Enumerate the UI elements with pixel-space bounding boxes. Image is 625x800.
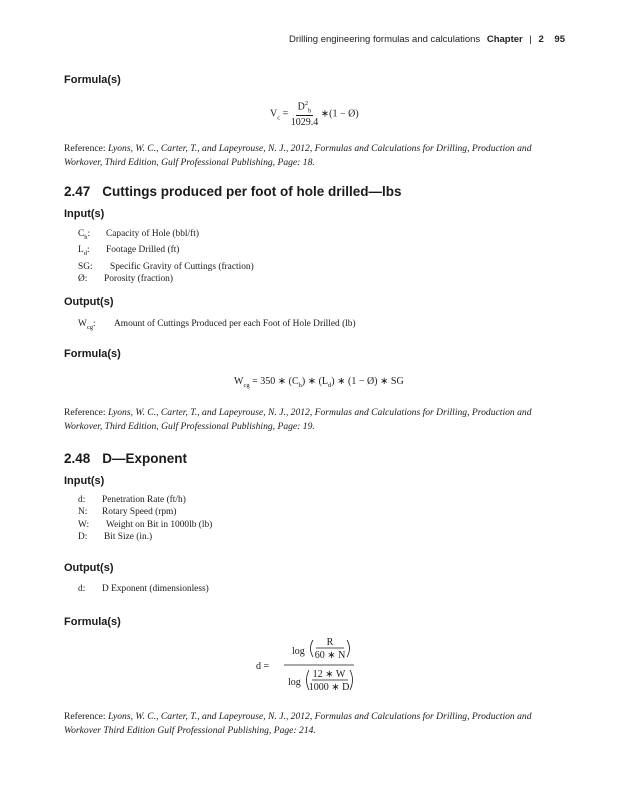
input-row-n-speed: N: Rotary Speed (rpm): [78, 507, 177, 518]
input-row-ch: $C_h$: Capacity of Hole (bbl/ft): [78, 229, 199, 241]
page-number: 95: [554, 34, 565, 45]
section-2-48-reference: Reference: Lyons, W. C., Carter, T., and Lapeyrouse, N. J., 2012, Formulas and Calculations for Drilling, Production and Workover Third Edition Gulf Professional Publishing, Page: 214.: [64, 711, 532, 736]
section-2-48-outputs-list: [78, 583, 209, 595]
output-row-d-exponent: d: D Exponent (dimensionless): [78, 584, 209, 594]
denominator-right-paren: [350, 670, 353, 690]
section-2-47-inputs-heading: Input(s): [64, 208, 105, 220]
formula-lhs: d =: [256, 661, 270, 672]
numerator-right-paren: [347, 640, 350, 657]
input-row-d-rate: d: Penetration Rate (ft/h): [78, 495, 186, 505]
section-2-48-outputs-heading: Output(s): [64, 562, 114, 574]
input-row-d-bitsize: D: Bit Size (in.): [78, 532, 153, 543]
top-reference: Reference: Lyons, W. C., Carter, T., and Lapeyrouse, N. J., 2012, Formulas and Calculations for Drilling, Production and Workover, Third Edition, Gulf Professional Publishing, Page: 18.: [64, 143, 532, 168]
section-2-47-formula-heading: Formula(s): [64, 348, 121, 360]
input-row-porosity: Ø: Porosity (fraction): [78, 273, 173, 284]
section-2-48-formula-heading: Formula(s): [64, 616, 121, 628]
output-row-wcg: $W_{cg}$: Amount of Cuttings Produced per each Foot of Hole Drilled (lb): [78, 319, 356, 331]
running-head-chapter-label: Chapter: [486, 34, 523, 45]
input-row-w-weight: W: Weight on Bit in 1000lb (lb): [78, 519, 213, 530]
section-2-47-inputs-list: [78, 228, 254, 285]
top-formula-vc: $V_c$ = $\frac{D^2_b}{1029.4}$ ∗(1 − Ø): [270, 100, 359, 129]
denominator-12W: 12 ∗ W: [312, 669, 346, 680]
section-2-48-title: 2.48 D—Exponent: [64, 451, 188, 466]
denominator-1000D: 1000 ∗ D: [308, 682, 350, 693]
numerator-log: log: [292, 646, 305, 657]
input-row-sg: SG: Specific Gravity of Cuttings (fraction): [78, 261, 254, 272]
top-formula-fraction: $\frac{D^2_b}{1029.4}$: [290, 100, 319, 129]
section-2-47-outputs-heading: Output(s): [64, 296, 114, 308]
top-formula-heading: Formula(s): [64, 74, 121, 86]
numerator-left-paren: [311, 640, 314, 657]
section-2-48-inputs-heading: Input(s): [64, 475, 105, 487]
section-2-47-title: 2.47 Cuttings produced per foot of hole drilled—lbs: [64, 184, 402, 199]
running-head-separator: |: [529, 34, 532, 45]
running-head-title: Drilling engineering formulas and calculations: [289, 34, 481, 45]
input-row-ld: $L_d$: Footage Drilled (ft): [78, 245, 180, 258]
numerator-60N: 60 ∗ N: [314, 650, 346, 661]
section-2-48-inputs-list: [78, 494, 212, 544]
denominator-log: log: [288, 677, 301, 688]
running-head: [289, 34, 565, 45]
section-2-47-formula: $W_{cg} = 350$ ∗ $(C_h)$ ∗ $(L_d)$ ∗ (1 − Ø) ∗ SG: [234, 376, 404, 389]
section-2-48-formula: [250, 632, 390, 698]
running-head-chapter-number: 2: [538, 34, 544, 45]
section-2-47-reference: Reference: Lyons, W. C., Carter, T., and Lapeyrouse, N. J., 2012, Formulas and Calculations for Drilling, Production and Workover, Third Edition, Gulf Professional Publishing, Page: 19.: [64, 407, 532, 432]
numerator-R: R: [326, 637, 334, 648]
section-2-47-outputs-list: [78, 318, 356, 334]
